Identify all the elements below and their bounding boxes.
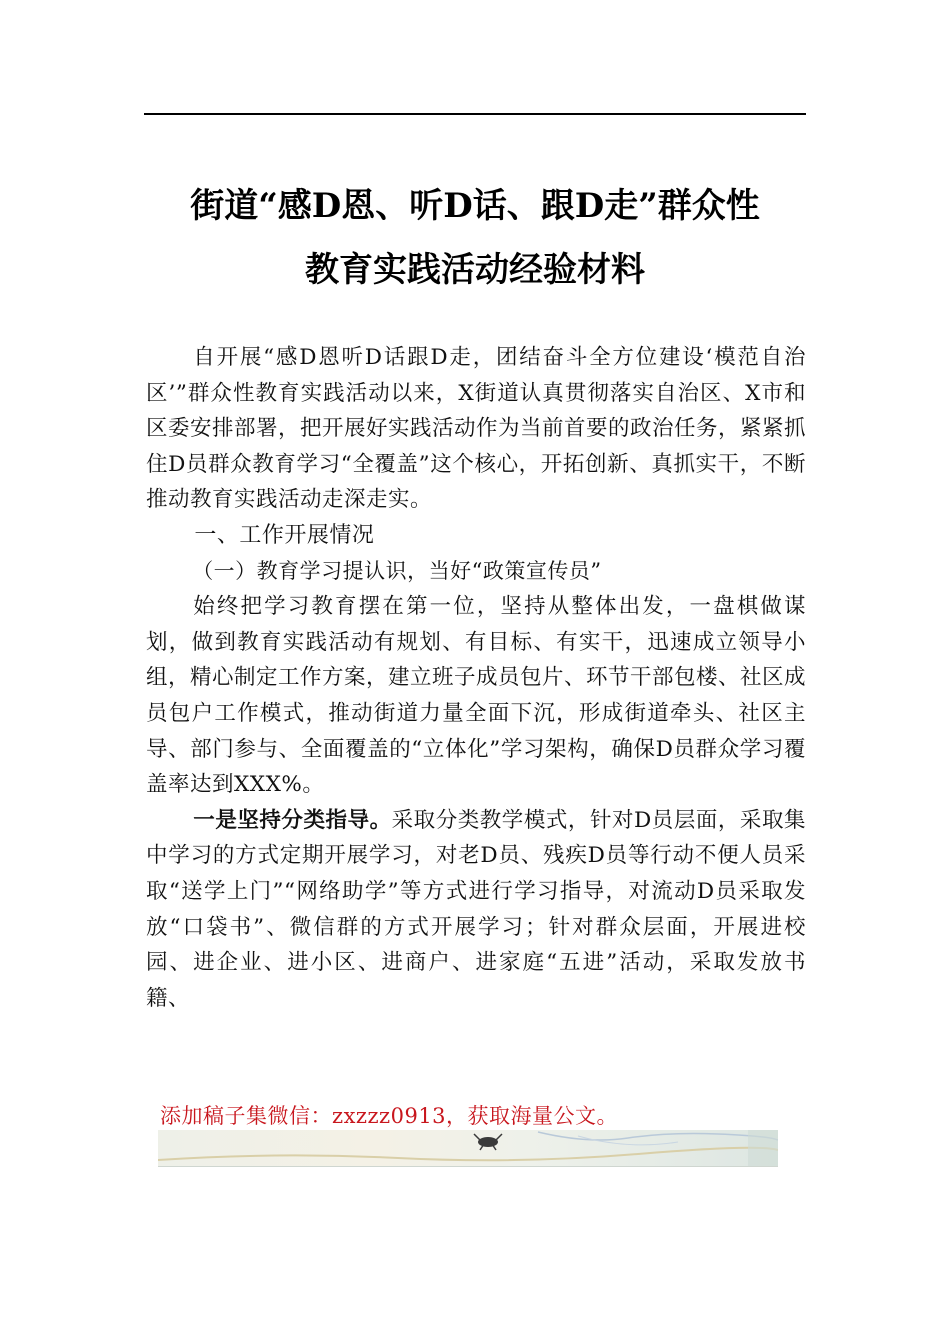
title-line-2: 教育实践活动经验材料 [305,250,645,290]
decorative-banner [158,1130,778,1167]
section-heading: 一、工作开展情况 [194,522,375,548]
landscape-decoration-icon [158,1130,778,1166]
study-paragraph: 始终把学习教育摆在第一位，坚持从整体出发，一盘棋做谋划，做到教育实践活动有规划、有目标、有实干，迅速成立领导小组，精心制定工作方案，建立班子成员包片、环节干部包楼、社区成员包户工作模式，推动街道力量全面下沉，形成街道牵头、社区主导、部门参与、全面覆盖的“立体化”学习架构，确保D员群众学习覆盖率达到XXX%。 [146,594,807,798]
title-line-1: 街道“感D恩、听D话、跟D走”群众性 [190,186,760,226]
paragraph-text: 采取分类教学模式，针对D员层面，采取集中学习的方式定期开展学习，对老D员、残疾D员等行动不便人员采取“送学上门”“网络助学”等方式进行学习指导，对流动D员采取发放“口袋书”、微信群的方式开展学习；针对群众层面，开展进校园、进企业、进小区、进商户、进家庭“五进”活动，采取发放书籍、 [146,807,806,1011]
document-body [146,340,806,1016]
promo-text: 添加稿子集微信：zxzzz0913，获取海量公文。 [160,1104,619,1128]
subsection-heading: （一）教育学习提认识，当好“政策宣传员” [192,558,602,583]
paragraph-lead: 一是坚持分类指导。 [193,807,392,833]
header-rule [144,113,806,115]
classified-guidance-paragraph [146,803,806,1017]
intro-paragraph: 自开展“感D恩听D话跟D走，团结奋斗全方位建设‘模范自治区’”群众性教育实践活动以来，X街道认真贯彻落实自治区、X市和区委安排部署，把开展好实践活动作为当前首要的政治任务，紧紧抓住D员群众教育学习“全覆盖”这个核心，开拓创新、真抓实干，不断推动教育实践活动走深走实。 [146,345,807,513]
